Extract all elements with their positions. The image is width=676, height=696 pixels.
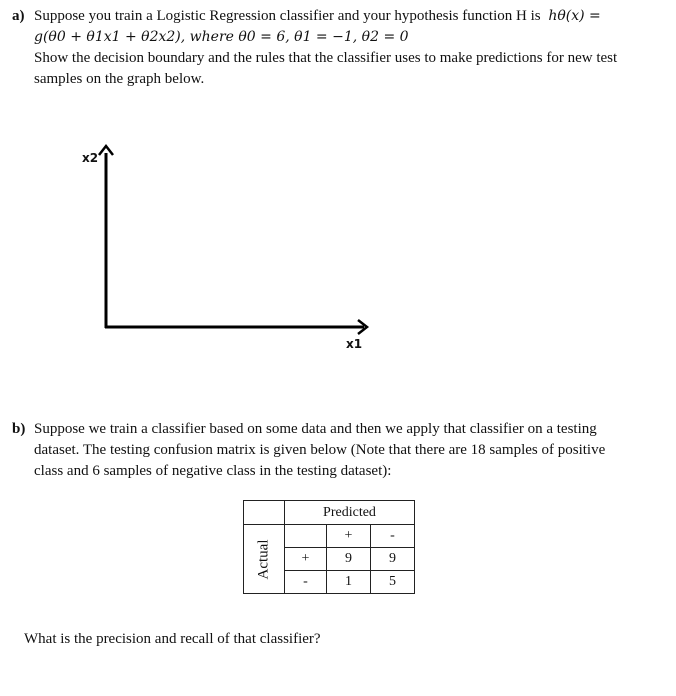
question-text: What is the precision and recall of that classifier? <box>24 631 321 647</box>
matrix-corner-cell <box>244 501 285 525</box>
matrix-cell-tp: 9 <box>326 548 370 571</box>
confusion-matrix <box>243 500 415 594</box>
part-b-label: b) <box>12 421 26 437</box>
hypothesis-lhs: hθ(x) = <box>548 8 601 24</box>
part-a-line-3: Show the decision boundary and the rules that the classifier uses to make predictions for new test <box>34 50 618 66</box>
part-a-label: a) <box>12 8 25 24</box>
actual-header: Actual <box>255 539 272 579</box>
col-header-positive: + <box>326 525 370 548</box>
row-header-positive: + <box>284 548 326 571</box>
part-b-line-2: dataset. The testing confusion matrix is given below (Note that there are 18 samples of positive <box>34 442 606 458</box>
x-axis-label: x1 <box>346 337 363 351</box>
y-axis-label: x2 <box>82 151 99 165</box>
matrix-blank-cell <box>284 525 326 548</box>
part-a-line-4: samples on the graph below. <box>34 71 205 87</box>
predicted-header: Predicted <box>284 501 414 525</box>
part-b-line-1: Suppose we train a classifier based on some data and then we apply that classifier on a testing <box>34 421 597 437</box>
part-a-formula: g(θ0 + θ1x1 + θ2x2), where θ0 = 6, θ1 = −1, θ2 = 0 <box>34 29 409 45</box>
matrix-cell-fn: 9 <box>370 548 414 571</box>
col-header-negative: - <box>370 525 414 548</box>
actual-header-cell <box>244 525 285 594</box>
row-header-negative: - <box>284 571 326 594</box>
part-b-line-3: class and 6 samples of negative class in the testing dataset): <box>34 463 392 479</box>
part-a-line-1-text: Suppose you train a Logistic Regression classifier and your hypothesis function H is <box>34 8 541 24</box>
matrix-cell-fp: 1 <box>326 571 370 594</box>
matrix-cell-tn: 5 <box>370 571 414 594</box>
